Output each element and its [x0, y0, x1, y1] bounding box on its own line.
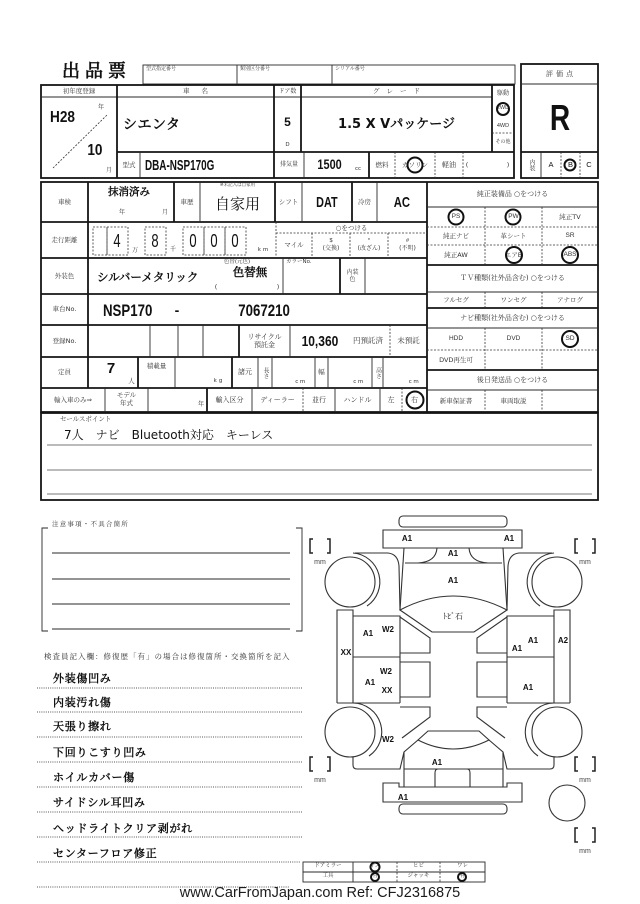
- mm-rear-right: mm: [579, 777, 591, 784]
- mileage-digit-box: [225, 227, 246, 255]
- interior-label-cell: [521, 152, 541, 178]
- car-name: シエンタ: [123, 117, 181, 133]
- equipment-label: PS: [451, 212, 461, 220]
- car-diagram-outline-line: [549, 785, 585, 821]
- door-mirror-scratch-cell: [353, 862, 397, 872]
- car-diagram-outline-line: [435, 769, 438, 787]
- handle-label: ハンドル: [343, 395, 372, 404]
- equipment-label: PW: [508, 212, 519, 220]
- length-label-cell: [258, 357, 272, 388]
- car-diagram-outline-line: [399, 804, 507, 814]
- mm-front-right: mm: [579, 559, 591, 566]
- capacity-unit: 人: [128, 377, 135, 386]
- car-diagram-outline-line: [353, 553, 380, 606]
- equipment-label: SR: [565, 231, 575, 239]
- import-type-dealer: ディーラー: [260, 395, 295, 404]
- grade-label: グレード: [373, 87, 427, 96]
- damage-hood-front: A1: [447, 549, 459, 558]
- damage-right-front-door: A1: [527, 636, 539, 645]
- tv-type-analog: アナログ: [557, 295, 583, 304]
- equipment-item-abs: [542, 245, 598, 265]
- door-mirror-label: ドアミラー: [314, 863, 342, 870]
- model-year-unit: 年: [197, 401, 204, 408]
- fuel-other-paren-close: ): [506, 160, 510, 169]
- damage-left-front-window: W2: [382, 625, 394, 634]
- first-registration-year-cell: [50, 109, 84, 127]
- later-shipment-header: 後日発送品 ○をつける: [476, 375, 549, 384]
- drive-other-cell: [492, 136, 514, 148]
- model-year-label: モデル年式: [116, 391, 137, 407]
- equipment-label: 純正ナビ: [443, 231, 469, 240]
- mileage-mark-unknown: [388, 233, 427, 258]
- mark-label: (改ざん): [357, 244, 381, 252]
- navi-type-sd: [542, 328, 598, 350]
- mileage-digit: 8: [151, 231, 160, 251]
- equipment-item-leather: [485, 227, 542, 245]
- chassis-number: 7067210: [238, 300, 290, 320]
- first-registration-year: H28: [50, 109, 75, 126]
- car-diagram-outline-line: [532, 707, 582, 757]
- defect-item: ホイルカバー傷: [53, 770, 135, 784]
- repaint-label: 色替(元色): [223, 259, 251, 266]
- mileage-digit-box: [107, 227, 128, 255]
- drive-option-other: その他: [495, 138, 511, 145]
- notes-bracket: [42, 528, 302, 631]
- equipment-label: 革シート: [500, 231, 527, 240]
- equipment-item-aw: [427, 245, 485, 265]
- mileage-digit-box: [183, 227, 204, 255]
- length-label: 長さ: [262, 366, 269, 379]
- equipment-label: エアB: [504, 250, 523, 259]
- aircon-value-cell: [377, 182, 427, 222]
- color-no-label: カラーNo.: [286, 259, 312, 266]
- recycle-label: リサイクル預託金: [247, 332, 282, 349]
- mark-label: (交換): [322, 244, 340, 252]
- displacement-value: 1500: [317, 156, 343, 172]
- equipment-label: 純正AW: [444, 250, 468, 259]
- car-diagram-outline-line: [469, 548, 488, 563]
- aircon-value: AC: [393, 193, 411, 211]
- width-label: 幅: [318, 368, 325, 377]
- mark-symbol: *: [367, 238, 371, 245]
- door-mirror-crack: ヒビ: [412, 863, 424, 870]
- car-diagram-outline-line: [400, 548, 404, 610]
- fuel-label: 燃料: [375, 160, 389, 169]
- length-unit: cm: [295, 378, 307, 385]
- tools-present: 有: [372, 873, 378, 880]
- sheet-title: 出品票: [62, 61, 131, 82]
- recycle-amount: 10,360: [301, 332, 339, 350]
- later-shipment-manual: 車両取説: [500, 396, 527, 405]
- car-diagram-outline-line: [325, 707, 375, 757]
- tv-type-oneseg: ワンセグ: [500, 295, 527, 304]
- mm-spare: mm: [579, 848, 591, 855]
- damage-front-bumper-left: A1: [401, 534, 413, 543]
- measure-brackets-line: [592, 757, 595, 771]
- model-code-cell: [145, 156, 273, 174]
- defect-item: 下回りこすり凹み: [53, 745, 147, 759]
- mark-symbol: #: [405, 238, 410, 245]
- recycle-unpaid: 未預託: [397, 336, 420, 346]
- measure-brackets-line: [310, 539, 313, 553]
- mileage-thousand-unit: 千: [169, 245, 176, 253]
- equipment-item-tv: [542, 207, 598, 227]
- car-diagram-outline: [325, 516, 585, 821]
- jack-label: ジャッキ: [407, 873, 430, 880]
- grade-value: 1.5 X Vパッケージ: [338, 116, 455, 132]
- car-diagram-outline-line: [467, 769, 470, 787]
- handle-right: 右: [411, 395, 418, 404]
- mileage-digit: 0: [189, 231, 198, 251]
- first-registration-month-cell: [83, 142, 107, 160]
- registration-label: 登録No.: [52, 336, 77, 345]
- mileage-mark-exchanged: [312, 233, 350, 258]
- recycle-amount-cell: [296, 330, 344, 352]
- mileage-mark-note: ○をつける: [335, 223, 368, 232]
- import-label: 輸入車のみ⇒: [54, 395, 92, 404]
- inspection-label: 車検: [58, 197, 71, 206]
- door-mirror-broken: ワレ: [456, 863, 468, 870]
- later-shipment-warranty: 新車保証書: [439, 396, 473, 405]
- interior-color-label: 内装色: [346, 268, 359, 283]
- exterior-color-value: シルバーメタリック: [97, 270, 199, 285]
- displacement-unit: cc: [354, 165, 362, 172]
- fuel-other-paren-open: (: [465, 160, 469, 169]
- equipment-item-navi: [427, 227, 485, 245]
- mileage-digit-box: [204, 227, 225, 255]
- defect-item: センターフロア修正: [53, 846, 158, 860]
- car-diagram-outline-line: [400, 617, 430, 653]
- type-designation-no-label: 型式指定番号: [146, 66, 177, 72]
- height-label: 高さ: [374, 366, 382, 379]
- car-diagram-outline-line: [400, 662, 430, 697]
- measure-brackets-line: [310, 757, 313, 771]
- navi-type-header: ナビ種類(社外品含む) ○をつける: [460, 313, 565, 322]
- mileage-digit: 4: [113, 231, 122, 251]
- damage-left-front-door: A1: [362, 629, 374, 638]
- car-diagram-outline-line: [355, 553, 400, 610]
- car-diagram-outline-line: [525, 703, 554, 756]
- car-name-label: 車名: [183, 87, 220, 96]
- damage-left-rear-door: A1: [364, 678, 376, 687]
- notes-bracket-line: [42, 528, 48, 631]
- mm-rear-left: mm: [314, 777, 326, 784]
- equipment-item-sr: [542, 227, 598, 245]
- notes-bracket-line: [296, 528, 302, 631]
- navi-type-hdd: [427, 328, 485, 350]
- fuel-diesel-cell: [435, 158, 463, 172]
- repaint-value: 色替無: [232, 265, 268, 280]
- car-diagram-outline-line: [399, 516, 507, 527]
- handle-left-cell: [380, 388, 402, 412]
- recycle-paid: 円預託済: [353, 336, 383, 346]
- car-diagram-outline-line: [532, 557, 582, 607]
- damage-right-rear-door: A1: [522, 683, 534, 692]
- defect-item: 内装汚れ傷: [53, 695, 112, 709]
- score-value: R: [549, 97, 570, 138]
- shift-value: DAT: [316, 193, 338, 211]
- interior-grade-c: C: [586, 160, 592, 170]
- serial-no-label: シリアル番号: [335, 66, 365, 72]
- jack-present: 有: [459, 873, 466, 880]
- mm-front-left: mm: [314, 559, 326, 566]
- doors-unit: D: [285, 141, 290, 148]
- height-unit: cm: [408, 378, 421, 385]
- measure-units: [314, 559, 591, 855]
- car-diagram-outline-line: [418, 731, 489, 749]
- import-type-label: 輸入区分: [215, 395, 244, 404]
- exterior-color-label: 外装色: [54, 271, 75, 280]
- damage-front-bumper-right: A1: [503, 534, 515, 543]
- measure-brackets-line: [575, 539, 578, 553]
- interior-grade-a-cell: [541, 152, 561, 178]
- history-value: 自家用: [214, 194, 260, 213]
- drive-label: 駆動: [496, 89, 509, 97]
- height-label-cell: [372, 357, 383, 388]
- handle-left: 左: [387, 395, 395, 404]
- fuel-option-diesel: 軽油: [442, 160, 456, 169]
- measure-brackets-line: [575, 828, 578, 842]
- navi-type-label: DVD再生可: [439, 355, 473, 364]
- mark-label: (不明): [399, 244, 416, 252]
- navi-type-dvd: [485, 328, 542, 350]
- model-year-label-cell: [105, 388, 148, 412]
- car-diagram-outline-line: [418, 548, 437, 563]
- category-no-label: 類別区分番号: [240, 66, 271, 72]
- navi-type-label: DVD: [506, 334, 521, 342]
- year-unit: 年: [97, 103, 104, 111]
- car-diagram-outline-line: [527, 553, 554, 606]
- damage-left-rear-window-lower: XX: [381, 686, 393, 695]
- mileage-digit-box: [93, 227, 107, 255]
- mileage-digit-box: [145, 227, 166, 255]
- chassis-prefix: NSP170: [103, 300, 153, 320]
- navi-type-dvd-playback: [427, 350, 485, 370]
- drive-option-2wd: 2WD: [496, 105, 510, 112]
- drive-2wd-cell: [492, 103, 514, 115]
- car-diagram-outline-line: [503, 548, 507, 610]
- sales-point-text: 7人 ナビ Bluetooth対応 キーレス: [64, 428, 274, 442]
- damage-right-sill: A2: [557, 636, 569, 645]
- history-note: ※未記入は自家用: [219, 183, 256, 189]
- model-code: DBA-NSP170G: [145, 156, 215, 174]
- car-diagram-outline-line: [477, 662, 507, 697]
- damage-labels: [341, 534, 569, 802]
- inspection-value: 抹消済み: [108, 185, 150, 198]
- damage-rear-bumper: A1: [397, 793, 409, 802]
- shift-value-cell: [302, 182, 352, 222]
- interior-grade-b-cell: [561, 152, 580, 178]
- width-unit: cm: [353, 378, 365, 385]
- car-diagram-outline-line: [404, 740, 418, 787]
- defect-item: 外装傷凹み: [53, 671, 112, 685]
- chassis-prefix-cell: [95, 298, 161, 322]
- spec-label: 諸元: [238, 368, 252, 376]
- defect-item: サイドシル耳凹み: [53, 795, 146, 809]
- equipment-label: 純正TV: [559, 212, 581, 221]
- chassis-number-cell: [225, 298, 303, 322]
- load-unit: kg: [213, 377, 225, 384]
- mileage-mark-mile: マイル: [284, 241, 304, 250]
- equipment-item-pw: [485, 207, 542, 227]
- interior-color-label-cell: [340, 258, 365, 294]
- mileage-mark-tampered: [350, 233, 388, 258]
- measure-brackets-line: [327, 757, 330, 771]
- mileage-label: 走行距離: [51, 235, 78, 244]
- damage-rear-hatch: A1: [431, 758, 443, 767]
- car-diagram-outline-line: [477, 617, 507, 653]
- sales-point-label: セールスポイント: [60, 415, 112, 424]
- load-label: 積載量: [146, 361, 167, 370]
- car-diagram-outline-line: [489, 740, 503, 787]
- first-registration-month: 10: [87, 142, 103, 159]
- shift-label: シフト: [278, 197, 299, 206]
- mileage-ten-thousand-unit: 万: [131, 246, 138, 254]
- tools-label: 工具: [322, 873, 334, 880]
- equipment-label: ABS: [563, 250, 577, 258]
- car-diagram-outline-line: [554, 610, 570, 703]
- measure-brackets-line: [592, 828, 595, 842]
- damage-left-rear-window: W2: [380, 667, 392, 676]
- interior-grade-c-cell: [580, 152, 598, 178]
- inspector-note: 検査員記入欄：修復歴「有」の場合は修復箇所・交換箇所を記入: [44, 652, 291, 662]
- notes-label: 注意事項・不具合箇所: [52, 520, 129, 529]
- interior-grade-b: B: [567, 160, 573, 170]
- mileage-digit: 0: [231, 231, 240, 251]
- drive-4wd-cell: [492, 121, 514, 132]
- defect-item: 天張り擦れ: [53, 719, 112, 733]
- repaint-paren-open: (: [214, 282, 218, 291]
- navi-type-label: SD: [565, 334, 575, 342]
- import-type-parallel: 並行: [312, 395, 326, 404]
- defect-item: ヘッドライトクリア剥がれ: [53, 821, 193, 835]
- damage-left-sill: XX: [340, 648, 352, 657]
- damage-windshield: ﾄﾋﾞ石: [443, 612, 463, 621]
- repaint-paren-close: ): [276, 282, 280, 291]
- damage-left-rear-quarter: W2: [382, 735, 394, 744]
- damage-right-pillar: A1: [511, 644, 523, 653]
- doors-value: 5: [284, 115, 291, 129]
- equipment-item-airbag: [485, 245, 542, 265]
- equipment-header: 純正装備品 ○をつける: [476, 190, 549, 198]
- capacity-label: 定員: [58, 368, 71, 377]
- capacity-value: 7: [106, 359, 116, 377]
- measure-brackets-line: [575, 757, 578, 771]
- mileage-digit: 0: [210, 231, 219, 251]
- inspection-month-unit: 月: [161, 208, 168, 216]
- model-code-label: 型式: [122, 160, 136, 169]
- tv-type-fullseg: フルセグ: [443, 295, 469, 304]
- handle-right-cell: [402, 388, 427, 412]
- score-label: 評価点: [546, 69, 576, 78]
- recycle-label-cell: [239, 325, 290, 357]
- mark-symbol: $: [329, 238, 333, 245]
- measure-brackets-line: [592, 539, 595, 553]
- score-value-cell: [521, 84, 598, 152]
- watermark: www.CarFromJapan.com Ref: CFJ2316875: [179, 884, 461, 901]
- aircon-label: 冷房: [358, 197, 371, 206]
- fuel-option-gasoline: ガソリン: [402, 160, 428, 169]
- tools-present-cell: [353, 872, 397, 882]
- equipment-item-ps: [427, 207, 485, 227]
- jack-present-cell: [440, 872, 485, 882]
- car-diagram-outline-line: [325, 557, 375, 607]
- car-diagram-outline-line: [507, 553, 552, 610]
- history-label: 車歴: [180, 197, 194, 206]
- car-diagram-outline-line: [353, 703, 382, 756]
- first-registration-label: 初年度登録: [62, 87, 96, 96]
- drive-option-4wd: 4WD: [496, 122, 510, 129]
- mileage-unit: km: [257, 246, 271, 253]
- interior-label: 内装: [528, 159, 535, 171]
- displacement-cell: [310, 155, 350, 173]
- displacement-label: 排気量: [279, 161, 298, 168]
- fuel-gasoline-cell: [395, 156, 435, 174]
- chassis-separator: -: [174, 302, 180, 318]
- interior-grade-a: A: [548, 160, 554, 170]
- tv-type-header: ＴＶ種類(社外品含む) ○をつける: [460, 274, 565, 282]
- measure-brackets-line: [327, 539, 330, 553]
- inspection-year-unit: 年: [118, 208, 125, 216]
- month-unit: 月: [105, 166, 112, 174]
- doors-label: ドア数: [278, 87, 297, 95]
- navi-type-label: HDD: [448, 334, 464, 342]
- door-mirror-scratch: キズ: [369, 863, 381, 870]
- chassis-label: 車台No.: [52, 305, 77, 314]
- damage-hood: A1: [447, 576, 459, 585]
